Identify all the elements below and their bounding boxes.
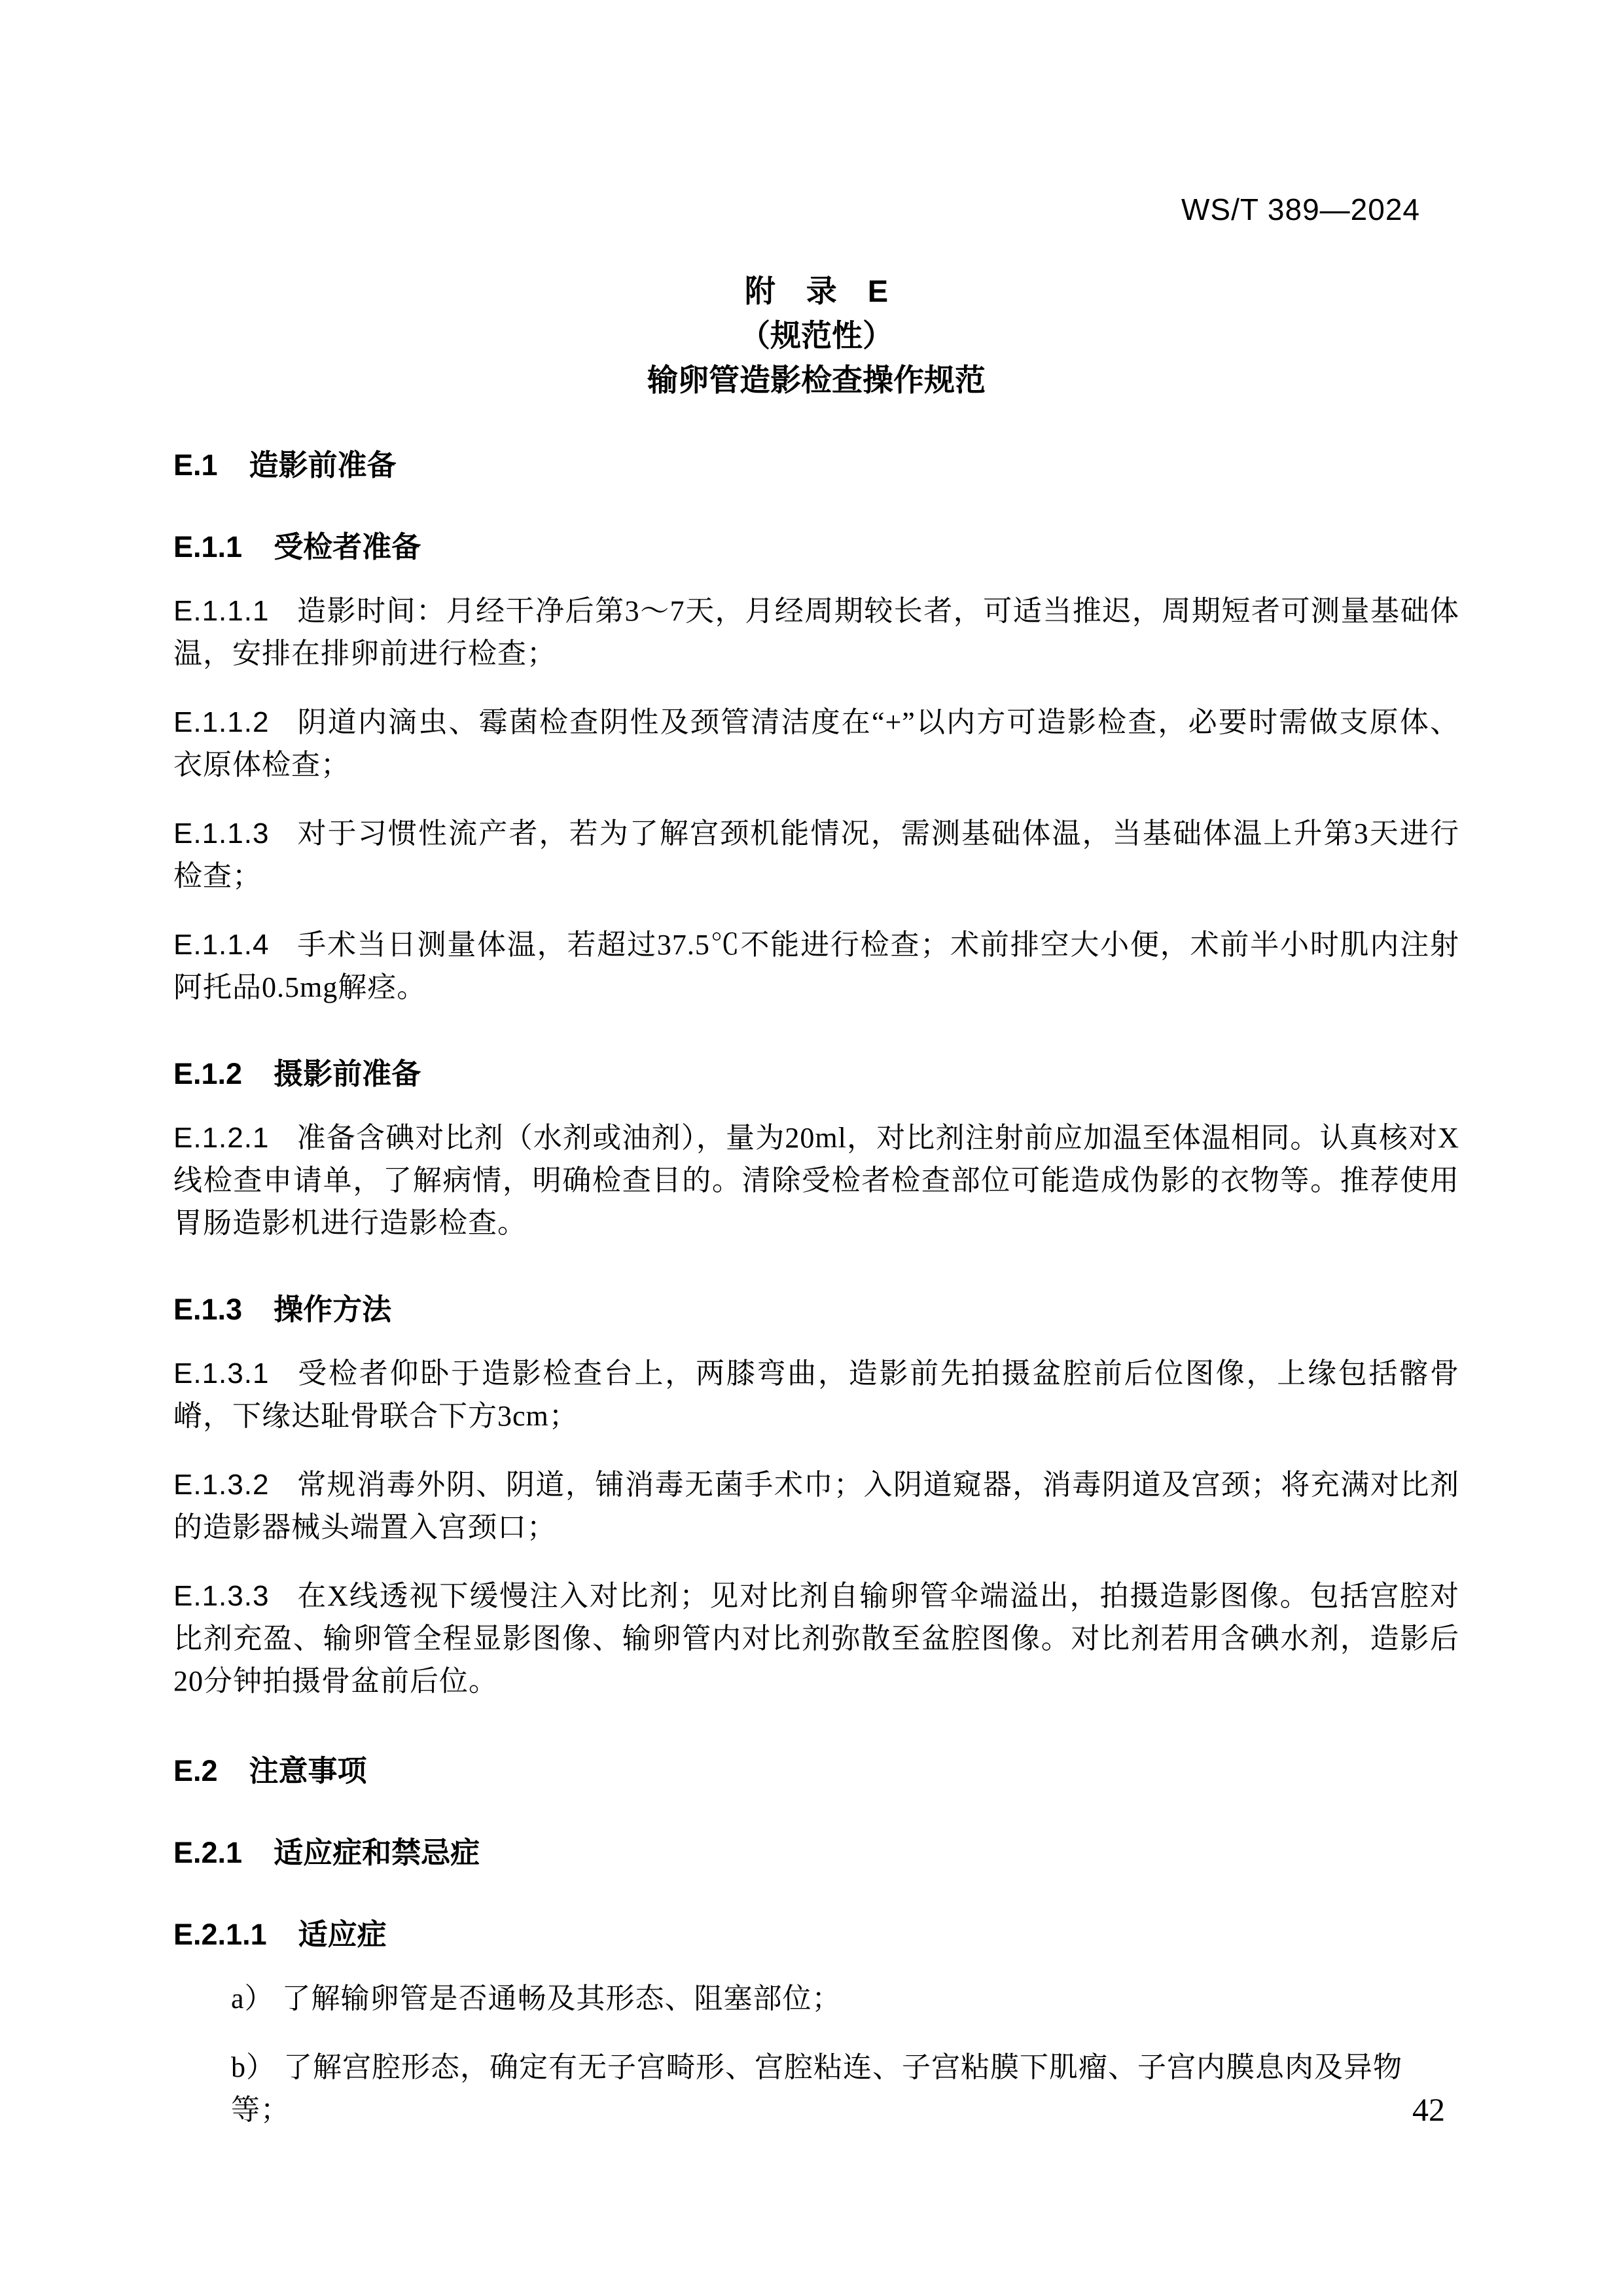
clause-paragraph-E.1.1.3 — [173, 812, 1459, 897]
clause-text: 在X线透视下缓慢注入对比剂；见对比剂自输卵管伞端溢出，拍摄造影图像。包括宫腔对比剂充盈、输卵管全程显影图像、输卵管内对比剂弥散至盆腔图像。对比剂若用含碘水剂，造影后20分钟拍摄骨盆前后位。 — [173, 1580, 1459, 1697]
clause-text: 造影前准备 — [249, 448, 397, 482]
clause-text: 适应症 — [298, 1918, 387, 1951]
clause-number: E.1.3.3 — [173, 1580, 270, 1612]
clause-number: b） — [231, 2051, 276, 2083]
appendix-title-block — [173, 275, 1459, 397]
clause-paragraph-E.1.2.1 — [173, 1117, 1459, 1244]
clause-text: 注意事项 — [249, 1754, 367, 1787]
clause-text: 常规消毒外阴、阴道，铺消毒无菌手术巾；入阴道窥器，消毒阴道及宫颈；将充满对比剂的造影器械头端置入宫颈口； — [173, 1469, 1459, 1543]
list-item-a — [173, 1977, 1459, 2020]
clause-text: 手术当日测量体温，若超过37.5℃不能进行检查；术前排空大小便，术前半小时肌内注射阿托品0.5mg解痉。 — [173, 929, 1459, 1003]
page-number: 42 — [1412, 2091, 1445, 2128]
clause-paragraph-E.1.1.2 — [173, 701, 1459, 786]
standard-code-header: WS/T 389—2024 — [1181, 192, 1420, 226]
clause-number: E.1.1 — [173, 530, 243, 564]
appendix-normative-label: （规范性） — [740, 318, 893, 353]
clause-text: 造影时间：月经干净后第3～7天，月经周期较长者，可适当推迟，周期短者可测量基础体温，安排在排卵前进行检查； — [173, 595, 1459, 670]
clause-text: 阴道内滴虫、霉菌检查阴性及颈管清洁度在“+”以内方可造影检查，必要时需做支原体、衣原体检查； — [173, 706, 1459, 781]
clause-number: E.2 — [173, 1754, 218, 1787]
clause-text: 了解宫腔形态，确定有无子宫畸形、宫腔粘连、子宫粘膜下肌瘤、子宫内膜息肉及异物等； — [231, 2051, 1402, 2126]
clause-paragraph-E.1.1.4 — [173, 924, 1459, 1009]
clause-number: a） — [231, 1982, 274, 2015]
clause-text: 受检者仰卧于造影检查台上，两膝弯曲，造影前先拍摄盆腔前后位图像，上缘包括髂骨嵴，下缘达耻骨联合下方3cm； — [173, 1357, 1459, 1432]
section-heading-E.2.1.1 — [173, 1918, 1459, 1951]
clause-text: 适应症和禁忌症 — [274, 1836, 480, 1869]
clause-number: E.1.1.2 — [173, 706, 270, 738]
clause-number: E.1.3.1 — [173, 1357, 270, 1390]
clause-number: E.1.2 — [173, 1057, 243, 1090]
section-heading-E.2.1 — [173, 1837, 1459, 1869]
clause-number: E.2.1.1 — [173, 1918, 267, 1951]
clause-number: E.1.3.2 — [173, 1469, 270, 1501]
clause-number: E.2.1 — [173, 1836, 243, 1869]
clause-text: 了解输卵管是否通畅及其形态、阻塞部位； — [281, 1982, 842, 2015]
clause-paragraph-E.1.3.2 — [173, 1463, 1459, 1549]
clause-number: E.1.1.4 — [173, 929, 270, 961]
appendix-heading: 附 录 E — [744, 274, 889, 308]
clause-number: E.1.1.3 — [173, 817, 270, 850]
section-heading-E.1.2 — [173, 1058, 1459, 1090]
section-heading-E.1 — [173, 449, 1459, 482]
clause-text: 准备含碘对比剂（水剂或油剂），量为20ml，对比剂注射前应加温至体温相同。认真核对X线检查申请单，了解病情，明确检查目的。清除受检者检查部位可能造成伪影的衣物等。推荐使用胃肠造影机进行造影检查。 — [173, 1122, 1459, 1239]
section-heading-E.1.1 — [173, 531, 1459, 564]
clause-number: E.1.3 — [173, 1293, 243, 1326]
clause-paragraph-E.1.3.1 — [173, 1352, 1459, 1437]
clause-text: 对于习惯性流产者，若为了解宫颈机能情况，需测基础体温，当基础体温上升第3天进行检查； — [173, 817, 1459, 892]
clause-text: 摄影前准备 — [274, 1057, 421, 1090]
clause-number: E.1.1.1 — [173, 595, 270, 627]
clause-number: E.1.2.1 — [173, 1122, 270, 1154]
clause-text: 受检者准备 — [274, 530, 421, 564]
clause-text: 操作方法 — [274, 1293, 392, 1326]
clause-paragraph-E.1.3.3 — [173, 1575, 1459, 1702]
appendix-name: 输卵管造影检查操作规范 — [647, 363, 986, 397]
clause-number: E.1 — [173, 448, 218, 482]
clause-paragraph-E.1.1.1 — [173, 590, 1459, 675]
section-heading-E.2 — [173, 1755, 1459, 1787]
list-item-b — [173, 2046, 1459, 2131]
clauses-container — [173, 449, 1459, 2131]
section-heading-E.1.3 — [173, 1293, 1459, 1326]
